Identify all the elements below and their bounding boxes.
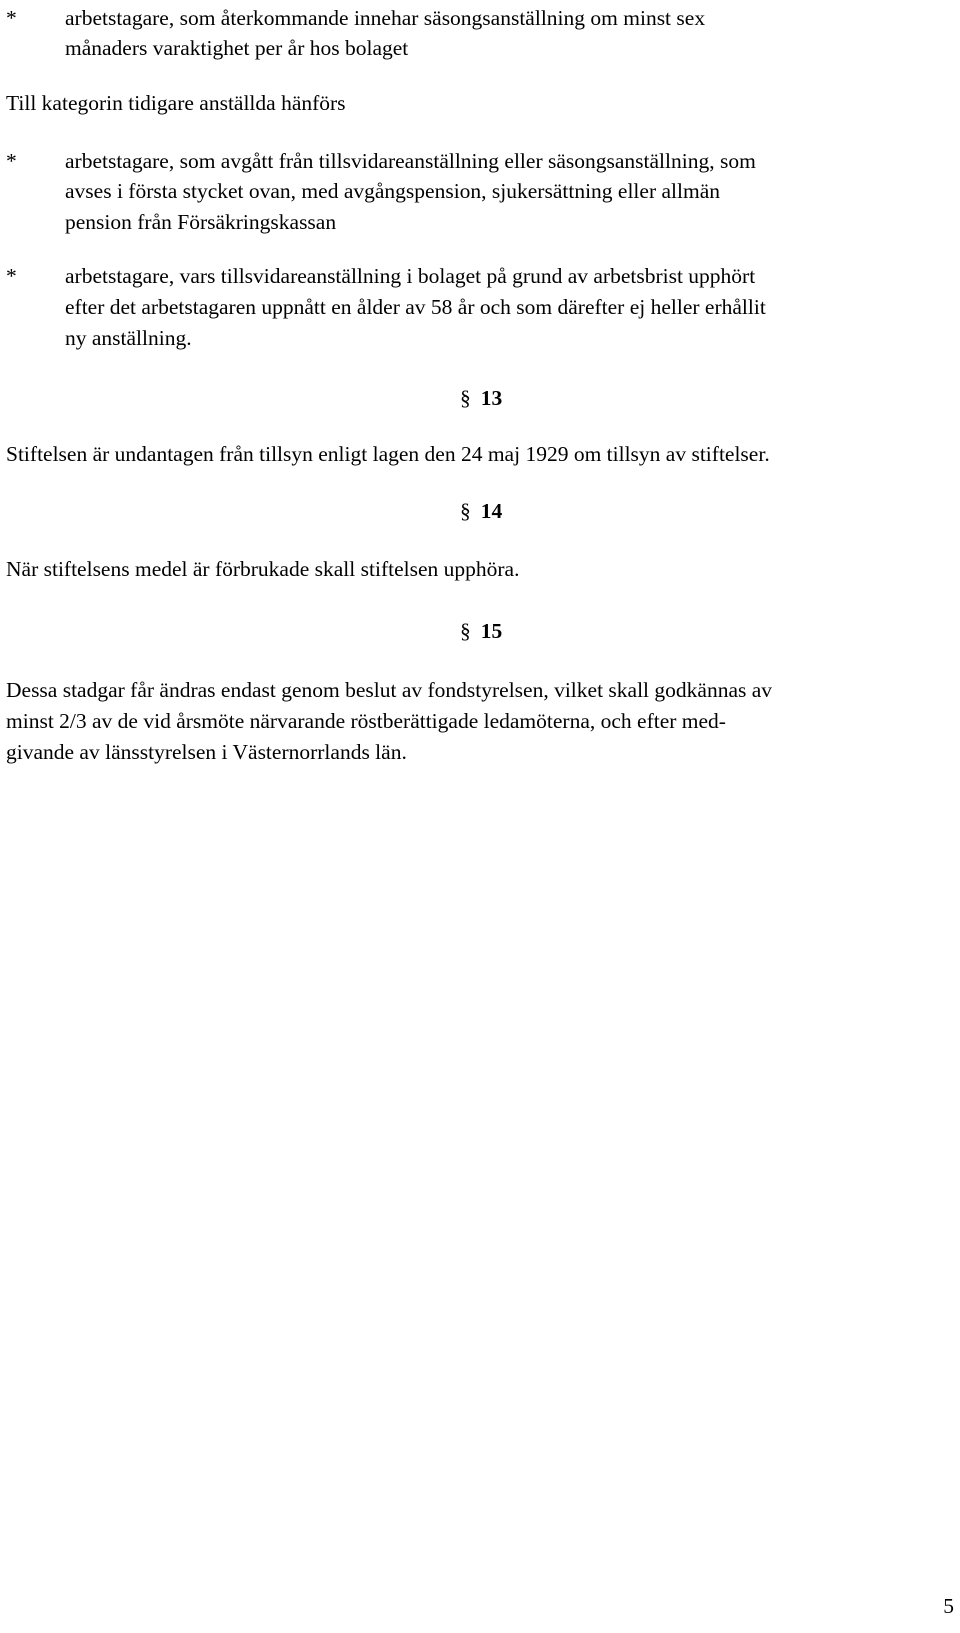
- bullet-item-line: månaders varaktighet per år hos bolaget: [65, 36, 409, 60]
- bullet-marker: *: [6, 6, 17, 30]
- bullet-item-line: ny anställning.: [65, 326, 192, 350]
- bullet-item-line: efter det arbetstagaren uppnått en ålder av 58 år och som därefter ej heller erhållit: [65, 295, 766, 319]
- page-number: 5: [943, 1594, 954, 1618]
- section-heading-15: [460, 621, 502, 643]
- section-number: 13: [480, 386, 503, 410]
- section-body-line: Dessa stadgar får ändras endast genom beslut av fondstyrelsen, vilket skall godkännas av: [6, 678, 773, 702]
- section-heading-14: [460, 501, 502, 523]
- bullet-marker: *: [6, 264, 17, 288]
- bullet-item-line: avses i första stycket ovan, med avgångspension, sjukersättning eller allmän: [65, 179, 720, 203]
- section-heading-13: [460, 388, 502, 410]
- bullet-item-line: arbetstagare, vars tillsvidareanställning i bolaget på grund av arbetsbrist upphört: [65, 264, 756, 288]
- section-body-line: Stiftelsen är undantagen från tillsyn enligt lagen den 24 maj 1929 om tillsyn av stiftelser.: [6, 442, 770, 466]
- section-body-line: givande av länsstyrelsen i Västernorrlands län.: [6, 740, 407, 764]
- section-number: 15: [480, 619, 503, 643]
- bullet-item-line: arbetstagare, som återkommande innehar säsongsanställning om minst sex: [65, 6, 706, 30]
- section-symbol: §: [460, 499, 471, 523]
- section-number: 14: [480, 499, 503, 523]
- section-body-line: När stiftelsens medel är förbrukade skall stiftelsen upphöra.: [6, 557, 520, 581]
- section-symbol: §: [460, 386, 471, 410]
- bullet-item-line: arbetstagare, som avgått från tillsvidareanställning eller säsongsanställning, som: [65, 149, 756, 173]
- bullet-item-line: pension från Försäkringskassan: [65, 210, 337, 234]
- section-body-line: minst 2/3 av de vid årsmöte närvarande röstberättigade ledamöterna, och efter med-: [6, 709, 726, 733]
- section-symbol: §: [460, 619, 471, 643]
- bullet-marker: *: [6, 149, 17, 173]
- paragraph-intro: Till kategorin tidigare anställda hänförs: [6, 91, 346, 115]
